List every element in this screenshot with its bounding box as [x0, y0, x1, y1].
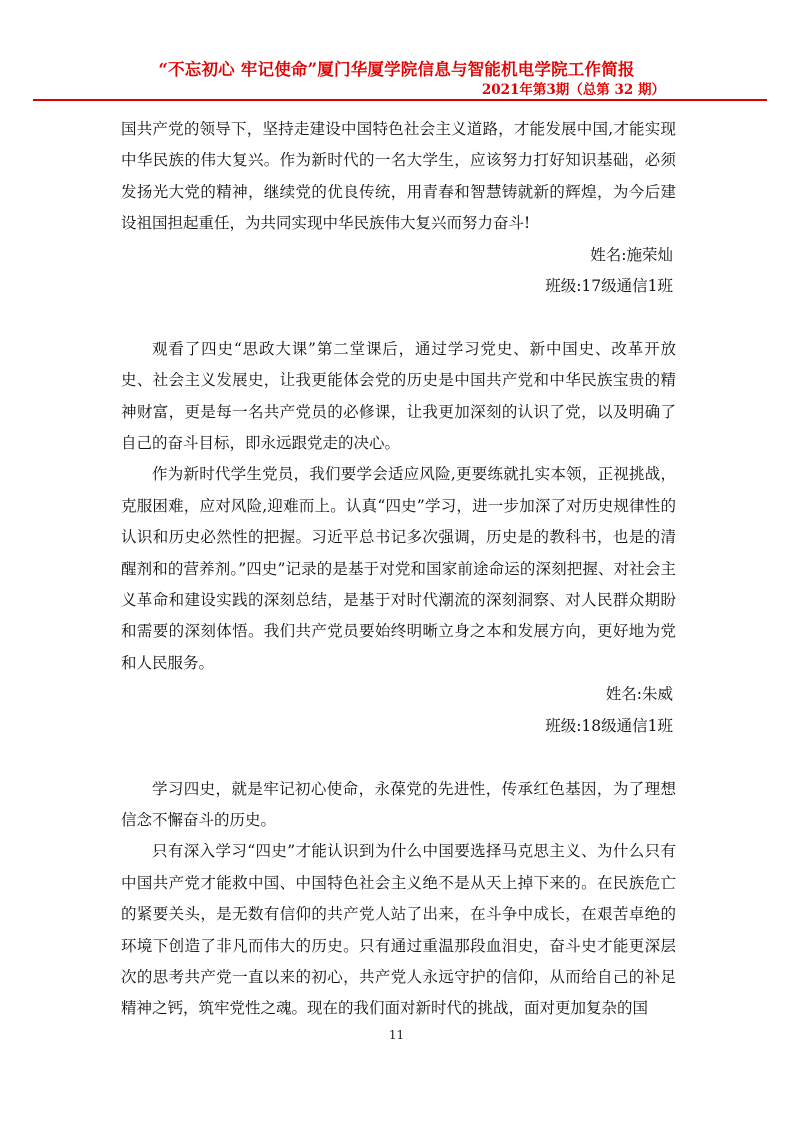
paragraph: 国共产党的领导下，坚持走建设中国特色社会主义道路，才能发展中国,才能实现中华民族的伟大复兴。作为新时代的一名大学生，应该努力打好知识基础，必须发扬光大党的精神，继续党的优良传统，用青春和智慧铸就新的辉煌，为今后建设祖国担起重任，为共同实现中华民族伟大复兴而努力奋斗! [121, 120, 676, 233]
paragraph: 学习四史，就是牢记初心使命，永葆党的先进性，传承红色基因，为了理想信念不懈奋斗的历史。 [121, 779, 676, 829]
paragraph: 作为新时代学生党员，我们要学会适应风险,更要练就扎实本领，正视挑战，克服困难，应对风险,迎难而上。认真“四史”学习，进一步加深了对历史规律性的认识和历史必然性的把握。习近平总书记多次强调，历史是的教科书，也是的清醒剂和的营养剂。”四史”记录的是基于对党和国家前途命运的深刻把握、对社会主义革命和建设实践的深刻总结，是基于对时代潮流的深刻洞察、对人民群众期盼和需要的深刻体悟。我们共产党员要始终明晰立身之本和发展方向，更好地为党和人民服务。 [121, 465, 676, 672]
header-divider [33, 99, 767, 101]
page-number: 11 [388, 1028, 405, 1042]
article-body [121, 114, 676, 1025]
header-title: “不忘初心 牢记使命”厦门华厦学院信息与智能机电学院工作简报 [158, 60, 635, 79]
issue-number: 2021年第3期（总第 32 期） [481, 82, 665, 98]
author-name: 姓名:施荣灿 [590, 245, 673, 264]
section-spacer [121, 302, 676, 333]
paragraph: 只有深入学习“四史”才能认识到为什么中国要选择马克思主义、为什么只有中国共产党才能救中国、中国特色社会主义绝不是从天上掉下来的。在民族危亡的紧要关头，是无数有信仰的共产党人站了出来，在斗争中成长，在艰苦卓绝的环境下创造了非凡而伟大的历史。只有通过重温那段血泪史，奋斗史才能更深层次的思考共产党一直以来的初心，共产党人永远守护的信仰，从而给自己的补足精神之钙，筑牢党性之魂。现在的我们面对新时代的挑战，面对更加复杂的国 [121, 842, 676, 1018]
author-class: 班级:18级通信1班 [545, 716, 673, 735]
paragraph: 观看了四史“思政大课”第二堂课后，通过学习党史、新中国史、改革开放史、社会主义发展史，让我更能体会党的历史是中国共产党和中华民族宝贵的精神财富，更是每一名共产党员的必修课，让我更加深刻的认识了党，以及明确了自己的奋斗目标，即永远跟党走的决心。 [121, 339, 676, 453]
section-spacer [121, 742, 676, 773]
author-name: 姓名:朱威 [605, 685, 673, 704]
author-class: 班级:17级通信1班 [545, 277, 673, 296]
